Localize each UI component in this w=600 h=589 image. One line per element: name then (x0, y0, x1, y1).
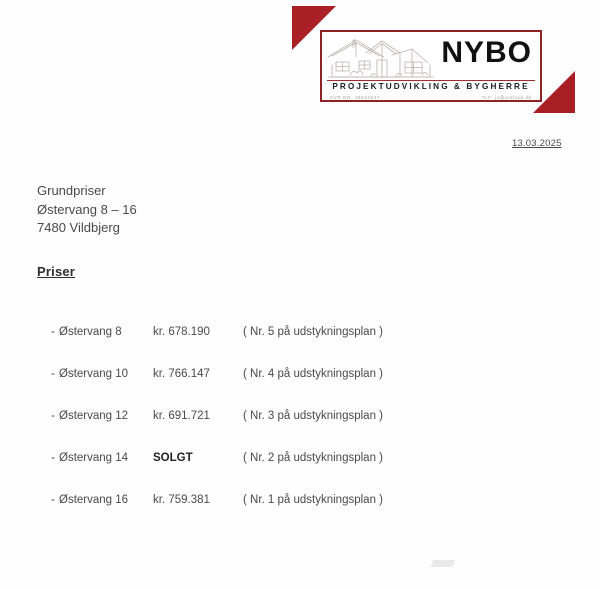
price-list (37, 326, 457, 536)
plot-plan-reference: ( Nr. 3 på udstykningsplan ) (243, 410, 383, 422)
section-heading-priser: Priser (37, 264, 76, 279)
price-row (37, 368, 457, 410)
document-date: 13.03.2025 (512, 138, 562, 149)
plot-price: kr. 678.190 (153, 326, 210, 338)
faint-page-artifact (431, 560, 456, 567)
price-row (37, 494, 457, 536)
list-bullet: - (51, 326, 55, 338)
plot-plan-reference: ( Nr. 4 på udstykningsplan ) (243, 368, 383, 380)
company-cvr: CVR NR. 18610647 (330, 95, 381, 100)
plot-address: Østervang 16 (59, 494, 129, 506)
address-line-1: Grundpriser (37, 183, 106, 198)
company-contact: TLF. jn@outlook.dk (481, 95, 532, 100)
address-line-3: 7480 Vildbjerg (37, 220, 120, 235)
brand-divider (327, 80, 535, 81)
company-logo (320, 30, 542, 102)
plot-address: Østervang 10 (59, 368, 129, 380)
price-row (37, 452, 457, 494)
plot-price: kr. 766.147 (153, 368, 210, 380)
brand-tagline: PROJEKTUDVIKLING & BYGHERRE (332, 82, 530, 91)
price-row (37, 326, 457, 368)
brand-name: NYBO (441, 36, 532, 69)
list-bullet: - (51, 452, 55, 464)
plot-address: Østervang 8 (59, 326, 122, 338)
list-bullet: - (51, 410, 55, 422)
brand-contact-row (330, 95, 532, 100)
plot-plan-reference: ( Nr. 1 på udstykningsplan ) (243, 494, 383, 506)
plot-price: kr. 691.721 (153, 410, 210, 422)
list-bullet: - (51, 368, 55, 380)
list-bullet: - (51, 494, 55, 506)
plot-status-sold: SOLGT (153, 452, 193, 464)
plot-address: Østervang 12 (59, 410, 129, 422)
plot-plan-reference: ( Nr. 5 på udstykningsplan ) (243, 326, 383, 338)
plot-plan-reference: ( Nr. 2 på udstykningsplan ) (243, 452, 383, 464)
price-row (37, 410, 457, 452)
house-sketch-icon (326, 35, 436, 81)
plot-address: Østervang 14 (59, 452, 129, 464)
address-block (37, 182, 137, 238)
plot-price: kr. 759.381 (153, 494, 210, 506)
address-line-2: Østervang 8 – 16 (37, 201, 137, 217)
letterhead (290, 4, 580, 116)
